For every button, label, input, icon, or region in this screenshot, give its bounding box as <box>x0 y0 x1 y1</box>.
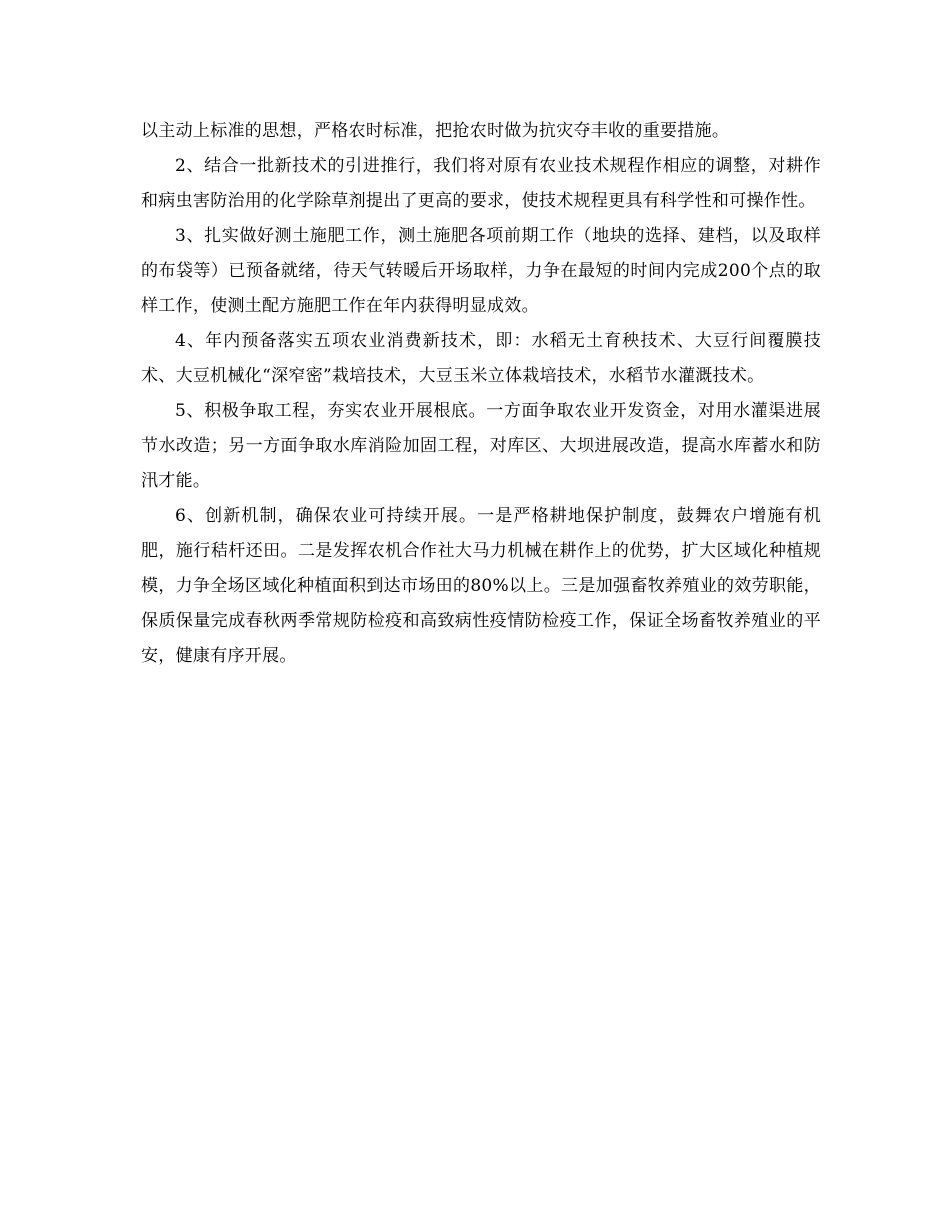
paragraph-item-5: 5、积极争取工程，夯实农业开展根底。一方面争取农业开发资金，对用水灌渠进展节水改造；另一方面争取水库消险加固工程，对库区、大坝进展改造，提高水库蓄水和防汛才能。 <box>141 401 821 491</box>
paragraph-item-4: 4、年内预备落实五项农业消费新技术，即：水稻无土育秧技术、大豆行间覆膜技术、大豆机械化“深窄密”栽培技术，大豆玉米立体栽培技术，水稻节水灌溉技术。 <box>141 331 821 386</box>
document-body <box>141 114 821 674</box>
paragraph-item-6: 6、创新机制，确保农业可持续开展。一是严格耕地保护制度，鼓舞农户增施有机肥，施行秸杆还田。二是发挥农机合作社大马力机械在耕作上的优势，扩大区域化种植规模，力争全场区域化种植面积到达市场田的80%以上。三是加强畜牧养殖业的效劳职能，保质保量完成春秋两季常规防检疫和高致病性疫情防检疫工作，保证全场畜牧养殖业的平安，健康有序开展。 <box>141 506 821 666</box>
paragraph-continuation: 以主动上标准的思想，严格农时标准，把抢农时做为抗灾夺丰收的重要措施。 <box>141 121 730 141</box>
paragraph-item-2: 2、结合一批新技术的引进推行，我们将对原有农业技术规程作相应的调整，对耕作和病虫害防治用的化学除草剂提出了更高的要求，使技术规程更具有科学性和可操作性。 <box>141 156 821 211</box>
paragraph-item-3: 3、扎实做好测土施肥工作，测土施肥各项前期工作（地块的选择、建档，以及取样的布袋等）已预备就绪，待天气转暖后开场取样，力争在最短的时间内完成200个点的取样工作，使测土配方施肥工作在年内获得明显成效。 <box>141 226 821 316</box>
